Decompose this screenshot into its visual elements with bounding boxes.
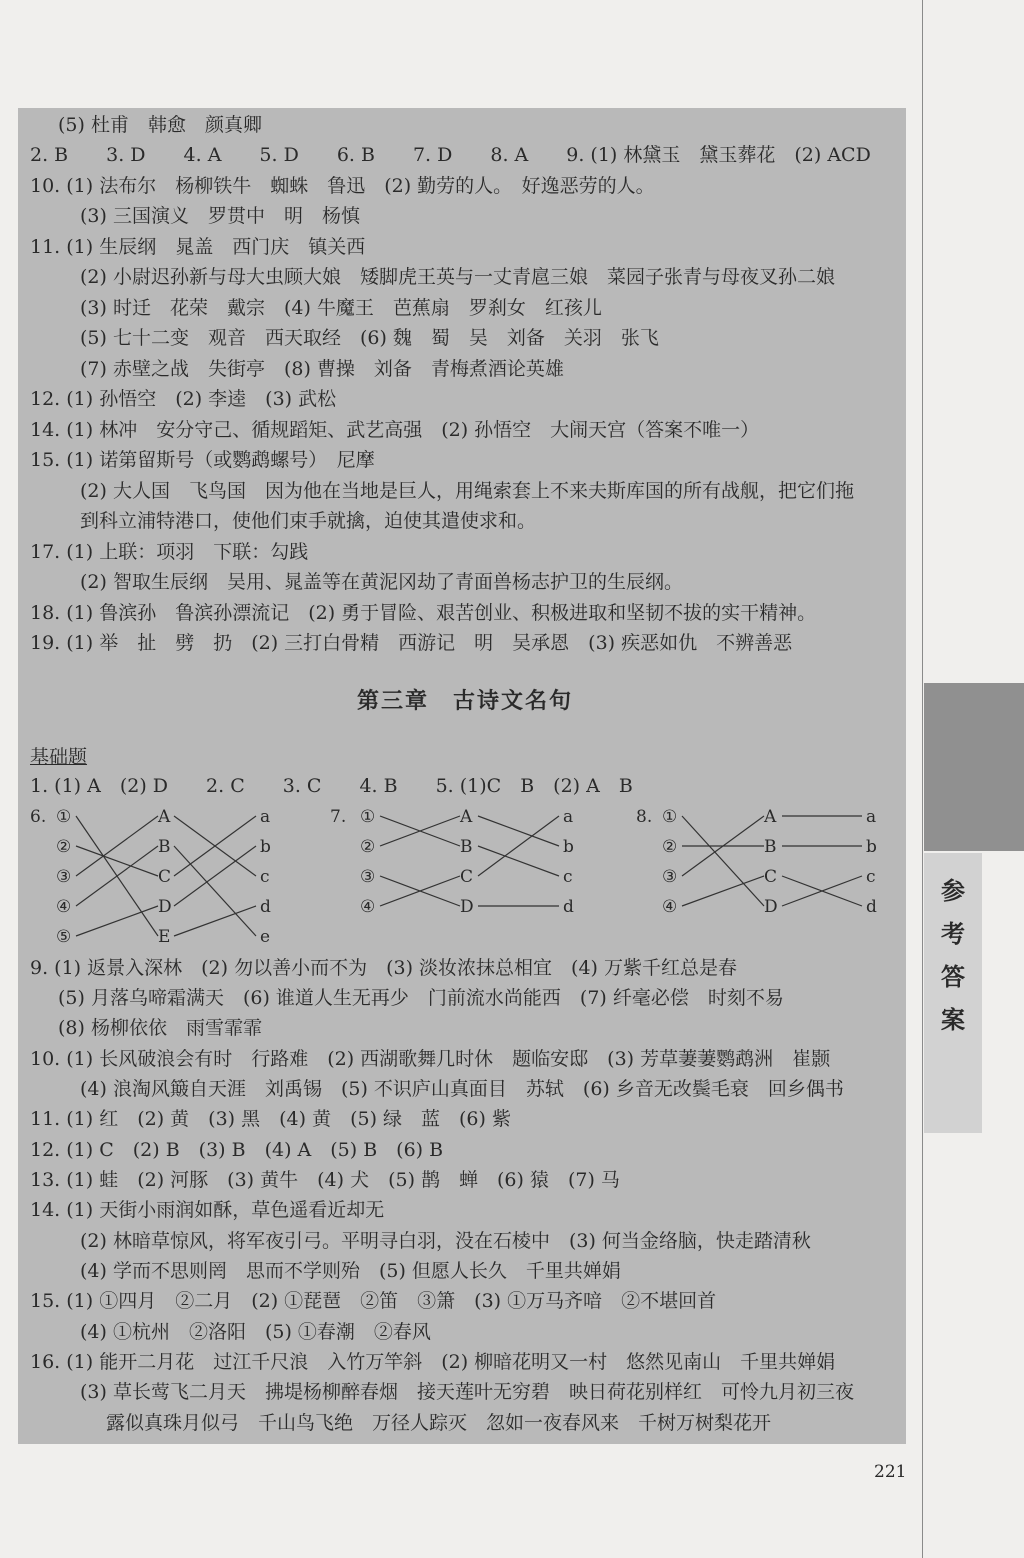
answer-line: 19. (1) 举 扯 劈 扔 (2) 三打白骨精 西游记 明 吴承恩 (3) 疾恶如仇 不辨善恶 <box>30 632 793 654</box>
answer-line: (4) 浪淘风簸自天涯 刘禹锡 (5) 不识庐山真面目 苏轼 (6) 乡音无改鬓毛衰 回乡偶书 <box>80 1078 844 1100</box>
diagram-right-node: d <box>866 897 877 917</box>
margin-rule <box>922 0 923 1558</box>
answer-line: 14. (1) 天街小雨润如酥，草色遥看近却无 <box>30 1199 385 1221</box>
diagram-right-node: c <box>866 867 876 887</box>
sidebar-char: 答 <box>941 963 965 991</box>
diagram-mid-node: A <box>460 807 473 827</box>
diagram-mid-node: E <box>158 927 171 947</box>
diagram-left-node: ② <box>662 837 678 857</box>
connector-line <box>76 846 158 906</box>
answer-line: (2) 大人国 飞鸟国 因为他在当地是巨人，用绳索套上不来夫斯库国的所有战舰，把它们拖 <box>80 480 854 502</box>
diagram-mid-node: B <box>460 837 473 857</box>
connector-line <box>174 906 256 936</box>
answer-line: (5) 月落乌啼霜满天 (6) 谁道人生无再少 门前流水尚能西 (7) 纤毫必偿 时刻不易 <box>58 987 784 1009</box>
answer-line: 12. (1) C (2) B (3) B (4) A (5) B (6) B <box>30 1139 444 1161</box>
connector-line <box>682 816 764 906</box>
diagram-mid-node: B <box>764 837 777 857</box>
sidebar-char: 案 <box>941 1006 965 1034</box>
answer-line: 10. (1) 长风破浪会有时 行路难 (2) 西湖歌舞几时休 题临安邸 (3) 芳草萋萋鹦鹉洲 崔颢 <box>30 1048 831 1070</box>
diagram-right-node: b <box>866 837 877 857</box>
diagram-left-node: ④ <box>56 897 72 917</box>
answer-line: 1. (1) A (2) D 2. C 3. C 4. B 5. (1)C B (2) A B <box>30 775 633 797</box>
diagram-mid-node: C <box>460 867 474 887</box>
diagram-label: 8. <box>636 807 653 827</box>
answer-line: 12. (1) 孙悟空 (2) 李逵 (3) 武松 <box>30 388 337 410</box>
diagram-right-node: b <box>260 837 271 857</box>
connector-line <box>76 906 158 936</box>
diagram-left-node: ⑤ <box>56 927 72 947</box>
answer-line: (2) 智取生辰纲 吴用、晁盖等在黄泥冈劫了青面兽杨志护卫的生辰纲。 <box>80 571 683 593</box>
diagram-label: 6. <box>30 807 47 827</box>
connector-line <box>478 816 559 876</box>
diagram-mid-node: C <box>764 867 778 887</box>
answer-line: 2. B 3. D 4. A 5. D 6. B 7. D 8. A 9. (1) 林黛玉 黛玉葬花 (2) ACD <box>30 144 871 166</box>
diagram-left-node: ④ <box>360 897 376 917</box>
diagram-label: 7. <box>330 807 347 827</box>
diagram-right-node: b <box>563 837 574 857</box>
diagram-right-node: a <box>866 807 877 827</box>
diagram-right-node: a <box>260 807 271 827</box>
connector-line <box>174 846 256 906</box>
answer-line: (4) 学而不思则罔 思而不学则殆 (5) 但愿人长久 千里共婵娟 <box>80 1260 621 1282</box>
answer-line: 9. (1) 返景入深林 (2) 勿以善小而不为 (3) 淡妆浓抹总相宜 (4) 万紫千红总是春 <box>30 957 737 979</box>
section-tab <box>924 683 1024 851</box>
diagram-mid-node: C <box>158 867 172 887</box>
diagram-right-node: e <box>260 927 271 947</box>
connector-line <box>478 816 559 846</box>
diagram-left-node: ② <box>56 837 72 857</box>
answer-line: (2) 林暗草惊风，将军夜引弓。平明寻白羽，没在石棱中 (3) 何当金络脑，快走踏清秋 <box>80 1230 811 1252</box>
diagram-right-node: c <box>260 867 270 887</box>
matching-diagram-q8 <box>636 801 900 921</box>
sidebar-label <box>924 870 982 1042</box>
diagram-mid-node: B <box>158 837 171 857</box>
diagram-right-node: d <box>563 897 574 917</box>
connector-line <box>682 876 764 906</box>
answer-line: 15. (1) 诺第留斯号（或鹦鹉螺号） 尼摩 <box>30 449 375 471</box>
answer-line: (5) 杜甫 韩愈 颜真卿 <box>58 114 262 136</box>
section-label: 基础题 <box>30 746 88 768</box>
diagram-left-node: ③ <box>56 867 72 887</box>
answer-line: 13. (1) 蛙 (2) 河豚 (3) 黄牛 (4) 犬 (5) 鹊 蝉 (6) 猿 (7) 马 <box>30 1169 620 1191</box>
diagram-mid-node: D <box>764 897 778 917</box>
diagram-mid-node: A <box>764 807 777 827</box>
page-number: 221 <box>874 1462 907 1482</box>
diagram-right-node: c <box>563 867 573 887</box>
diagram-left-node: ① <box>360 807 376 827</box>
answer-line: 14. (1) 林冲 安分守己、循规蹈矩、武艺高强 (2) 孙悟空 大闹天宫（答案不唯一） <box>30 419 760 441</box>
connector-line <box>76 846 158 876</box>
answer-line: 15. (1) ①四月 ②二月 (2) ①琵琶 ②笛 ③箫 (3) ①万马齐喑 ②不堪回首 <box>30 1290 717 1312</box>
answer-line: 到科立浦特港口，使他们束手就擒，迫使其遣使求和。 <box>80 510 537 532</box>
answer-line: (5) 七十二变 观音 西天取经 (6) 魏 蜀 吴 刘备 关羽 张飞 <box>80 327 659 349</box>
answer-line: (3) 时迁 花荣 戴宗 (4) 牛魔王 芭蕉扇 罗刹女 红孩儿 <box>80 297 602 319</box>
sidebar-char: 参 <box>941 877 965 905</box>
diagram-mid-node: D <box>460 897 474 917</box>
diagram-right-node: a <box>563 807 574 827</box>
answer-line: (8) 杨柳依依 雨雪霏霏 <box>58 1017 262 1039</box>
answer-line: (3) 草长莺飞二月天 拂堤杨柳醉春烟 接天莲叶无穷碧 映日荷花别样红 可怜九月初三夜 <box>80 1381 854 1403</box>
diagram-left-node: ① <box>662 807 678 827</box>
answer-line: 11. (1) 红 (2) 黄 (3) 黑 (4) 黄 (5) 绿 蓝 (6) 紫 <box>30 1108 511 1130</box>
diagram-right-node: d <box>260 897 271 917</box>
answer-line: 17. (1) 上联：项羽 下联：勾践 <box>30 541 309 563</box>
answer-line: (4) ①杭州 ②洛阳 (5) ①春潮 ②春风 <box>80 1321 431 1343</box>
matching-diagram-q7 <box>330 801 590 921</box>
diagram-mid-node: D <box>158 897 172 917</box>
sidebar-char: 考 <box>941 920 965 948</box>
answer-line: 18. (1) 鲁滨孙 鲁滨孙漂流记 (2) 勇于冒险、艰苦创业、积极进取和坚韧不拔的实干精神。 <box>30 602 817 624</box>
connector-line <box>478 846 559 876</box>
diagram-left-node: ② <box>360 837 376 857</box>
matching-diagram-q6 <box>30 801 290 951</box>
connector-line <box>174 846 256 936</box>
diagram-left-node: ④ <box>662 897 678 917</box>
answer-line: (7) 赤壁之战 失街亭 (8) 曹操 刘备 青梅煮酒论英雄 <box>80 358 564 380</box>
answer-line: 16. (1) 能开二月花 过江千尺浪 入竹万竿斜 (2) 柳暗花明又一村 悠然见南山 千里共婵娟 <box>30 1351 836 1373</box>
diagram-mid-node: A <box>158 807 171 827</box>
answer-line: 露似真珠月似弓 千山鸟飞绝 万径人踪灭 忽如一夜春风来 千树万树梨花开 <box>106 1412 772 1434</box>
answer-line: 10. (1) 法布尔 杨柳铁牛 蜘蛛 鲁迅 (2) 勤劳的人。 好逸恶劳的人。 <box>30 175 655 197</box>
answer-line: 11. (1) 生辰纲 晁盖 西门庆 镇关西 <box>30 236 366 258</box>
answer-line: (3) 三国演义 罗贯中 明 杨慎 <box>80 205 360 227</box>
diagram-left-node: ① <box>56 807 72 827</box>
diagram-left-node: ③ <box>662 867 678 887</box>
chapter-title: 第三章 古诗文名句 <box>356 688 573 714</box>
answer-line: (2) 小尉迟孙新与母大虫顾大娘 矮脚虎王英与一丈青扈三娘 菜园子张青与母夜叉孙二娘 <box>80 266 835 288</box>
diagram-left-node: ③ <box>360 867 376 887</box>
connector-line <box>76 816 158 876</box>
